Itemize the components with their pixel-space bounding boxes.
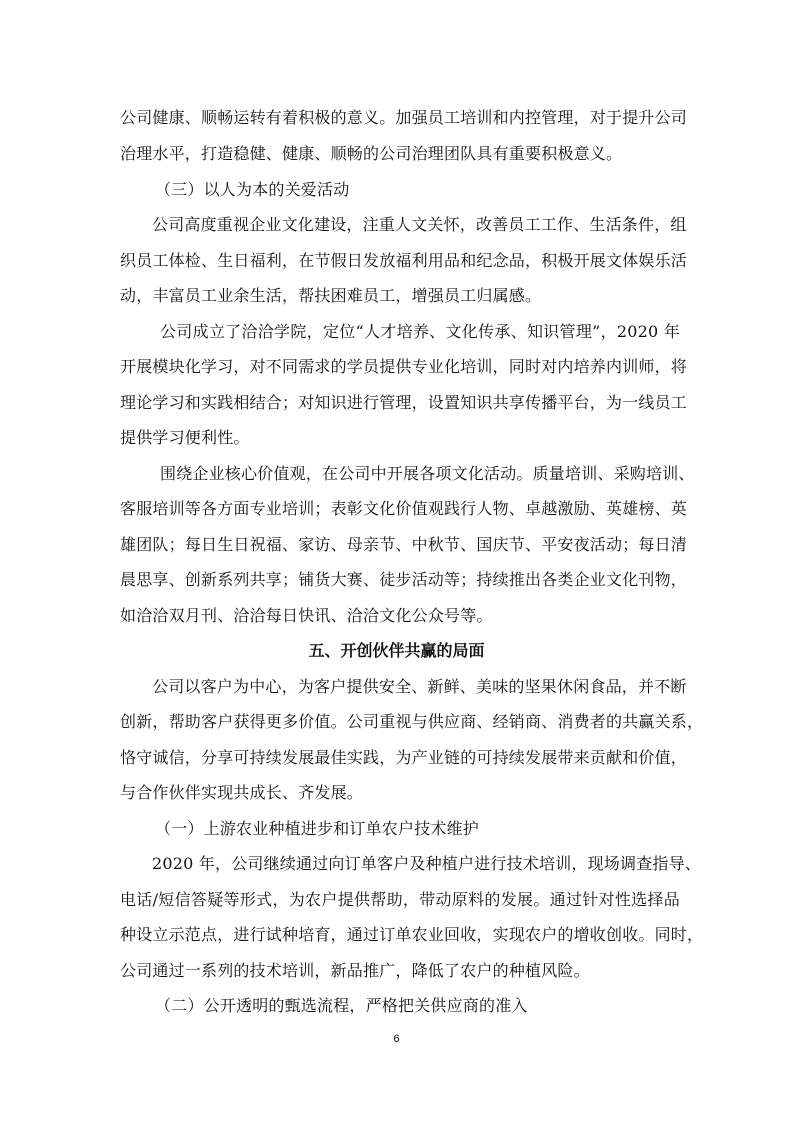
paragraph-line: 开展模块化学习，对不同需求的学员提供专业化培训，同时对内培养内训师，将 bbox=[120, 357, 688, 376]
section-heading: 五、开创伙伴共赢的局面 bbox=[308, 641, 485, 660]
paragraph-line: 雄团队；每日生日祝福、家访、母亲节、中秋节、国庆节、平安夜活动；每日清 bbox=[120, 535, 688, 554]
paragraph-line: 客服培训等各方面专业培训；表彰文化价值观践行人物、卓越激励、英雄榜、英 bbox=[120, 499, 688, 518]
paragraph-line: 与合作伙伴实现共成长、齐发展。 bbox=[120, 783, 364, 802]
paragraph-line: 晨思享、创新系列共享；铺货大赛、徒步活动等；持续推出各类企业文化刊物， bbox=[120, 570, 688, 589]
subheading-upstream-agriculture: （一）上游农业种植进步和订单农户技术维护 bbox=[155, 819, 480, 838]
paragraph-line: 围绕企业核心价值观，在公司中开展各项文化活动。质量培训、采购培训、 bbox=[160, 464, 695, 483]
paragraph-line: 织员工体检、生日福利，在节假日发放福利用品和纪念品，积极开展文体娱乐活 bbox=[120, 251, 688, 270]
paragraph-line: 公司成立了洽洽学院，定位“人才培养、文化传承、知识管理”，2020 年 bbox=[160, 322, 680, 341]
paragraph-line: 种设立示范点，进行试种培育，通过订单农业回收，实现农户的增收创收。同时， bbox=[120, 925, 704, 944]
paragraph-line: 公司以客户为中心，为客户提供安全、新鲜、美味的坚果休闲食品，并不断 bbox=[152, 677, 687, 696]
paragraph-line: 创新，帮助客户获得更多价值。公司重视与供应商、经销商、消费者的共赢关系， bbox=[120, 712, 704, 731]
subheading-supplier-selection: （二）公开透明的甄选流程，严格把关供应商的准入 bbox=[155, 996, 528, 1015]
paragraph-line: 公司高度重视企业文化建设，注重人文关怀，改善员工工作、生活条件，组 bbox=[152, 215, 687, 234]
paragraph-line: 恪守诚信，分享可持续发展最佳实践，为产业链的可持续发展带来贡献和价值， bbox=[120, 748, 688, 767]
subheading-care-activities: （三）以人为本的关爱活动 bbox=[155, 180, 350, 199]
paragraph-line: 动，丰富员工业余生活，帮扶困难员工，增强员工归属感。 bbox=[120, 286, 542, 305]
paragraph-line: 提供学习便利性。 bbox=[120, 428, 250, 447]
paragraph-line: 治理水平，打造稳健、健康、顺畅的公司治理团队具有重要积极意义。 bbox=[120, 144, 623, 163]
page-number: 6 bbox=[393, 1033, 400, 1045]
paragraph-line: 公司健康、顺畅运转有着积极的意义。加强员工培训和内控管理，对于提升公司 bbox=[120, 108, 688, 127]
paragraph-line: 2020 年，公司继续通过向订单客户及种植户进行技术培训，现场调查指导、 bbox=[152, 854, 702, 873]
paragraph-line: 电话/短信答疑等形式，为农户提供帮助，带动原料的发展。通过针对性选择品 bbox=[120, 890, 680, 909]
paragraph-line: 如洽洽双月刊、洽洽每日快讯、洽洽文化公众号等。 bbox=[120, 606, 493, 625]
paragraph-line: 公司通过一系列的技术培训，新品推广，降低了农户的种植风险。 bbox=[120, 961, 590, 980]
paragraph-line: 理论学习和实践相结合；对知识进行管理，设置知识共享传播平台，为一线员工 bbox=[120, 393, 688, 412]
